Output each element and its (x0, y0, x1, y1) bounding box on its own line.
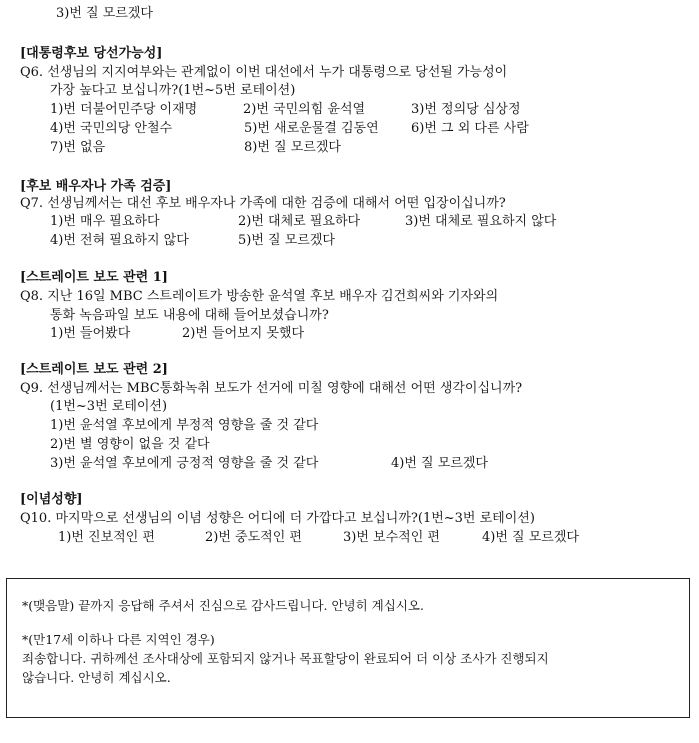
option-8: 8)번 질 모르겠다 (244, 140, 341, 155)
option-1: 1)번 진보적인 편 (58, 530, 155, 545)
option-5: 5)번 새로운물결 김동연 (244, 121, 379, 136)
option-1: 1)번 들어봤다 (50, 326, 131, 341)
question-text: Q6. 선생님의 지지여부와는 관계없이 이번 대선에서 누가 대통령으로 당선될 가능성이 (20, 65, 508, 80)
option-1: 1)번 윤석열 후보에게 부정적 영향을 줄 것 같다 (50, 418, 319, 433)
option-2: 2)번 국민의힘 윤석열 (243, 102, 366, 117)
option-1: 1)번 더불어민주당 이재명 (50, 102, 198, 117)
closing-apology: 죄송합니다. 귀하께선 조사대상에 포함되지 않거나 목표할당이 완료되어 더 이상 조사가 진행되지 (22, 651, 549, 666)
question-text: Q9. 선생님께서는 MBC통화녹취 보도가 선거에 미칠 영향에 대해선 어떤 생각이십니까? (20, 381, 523, 396)
section-header: [스트레이트 보도 관련 2] (20, 362, 168, 377)
option-6: 6)번 그 외 다른 사람 (411, 121, 529, 136)
question-text: Q7. 선생님께서는 대선 후보 배우자나 가족에 대한 검증에 대해서 어떤 입장이십니까? (20, 196, 506, 211)
option-5: 5)번 질 모르겠다 (238, 233, 335, 248)
question-text: Q8. 지난 16일 MBC 스트레이트가 방송한 윤석열 후보 배우자 김건희씨와 기자와의 (20, 289, 499, 304)
closing-message: *(맺음말) 끝까지 응답해 주셔서 진심으로 감사드립니다. 안녕히 계십시오. (22, 598, 424, 613)
question-text: 가장 높다고 보십니까?(1번~5번 로테이션) (50, 83, 296, 98)
option-3: 3)번 윤석열 후보에게 긍정적 영향을 줄 것 같다 (50, 456, 319, 471)
closing-box (6, 578, 690, 718)
option-2: 2)번 대체로 필요하다 (238, 214, 361, 229)
option-3: 3)번 대체로 필요하지 않다 (405, 214, 557, 229)
option-4: 4)번 국민의당 안철수 (50, 121, 173, 136)
section-header: [후보 배우자나 가족 검증] (20, 179, 172, 194)
closing-condition: *(만17세 이하나 다른 지역인 경우) (22, 632, 215, 647)
question-text: Q10. 마지막으로 선생님의 이념 성향은 어디에 더 가깝다고 보십니까?(1번~3번 로테이션) (20, 511, 535, 526)
question-text: (1번~3번 로테이션) (50, 399, 168, 414)
closing-apology-cont: 않습니다. 안녕히 계십시오. (22, 670, 171, 685)
option-7: 7)번 없음 (50, 140, 106, 155)
option-2: 2)번 들어보지 못했다 (182, 326, 305, 341)
section-header: [대통령후보 당선가능성] (20, 46, 163, 61)
option-4: 4)번 질 모르겠다 (391, 456, 488, 471)
option-text: 3)번 질 모르겠다 (56, 6, 153, 21)
section-header: [이념성향] (20, 492, 83, 507)
option-3: 3)번 보수적인 편 (343, 530, 440, 545)
option-3: 3)번 정의당 심상정 (411, 102, 521, 117)
section-header: [스트레이트 보도 관련 1] (20, 270, 168, 285)
option-4: 4)번 전혀 필요하지 않다 (50, 233, 189, 248)
option-2: 2)번 별 영향이 없을 것 같다 (50, 437, 210, 452)
option-1: 1)번 매우 필요하다 (50, 214, 160, 229)
option-4: 4)번 질 모르겠다 (482, 530, 579, 545)
option-2: 2)번 중도적인 편 (205, 530, 302, 545)
question-text: 통화 녹음파일 보도 내용에 대해 들어보셨습니까? (50, 308, 329, 323)
